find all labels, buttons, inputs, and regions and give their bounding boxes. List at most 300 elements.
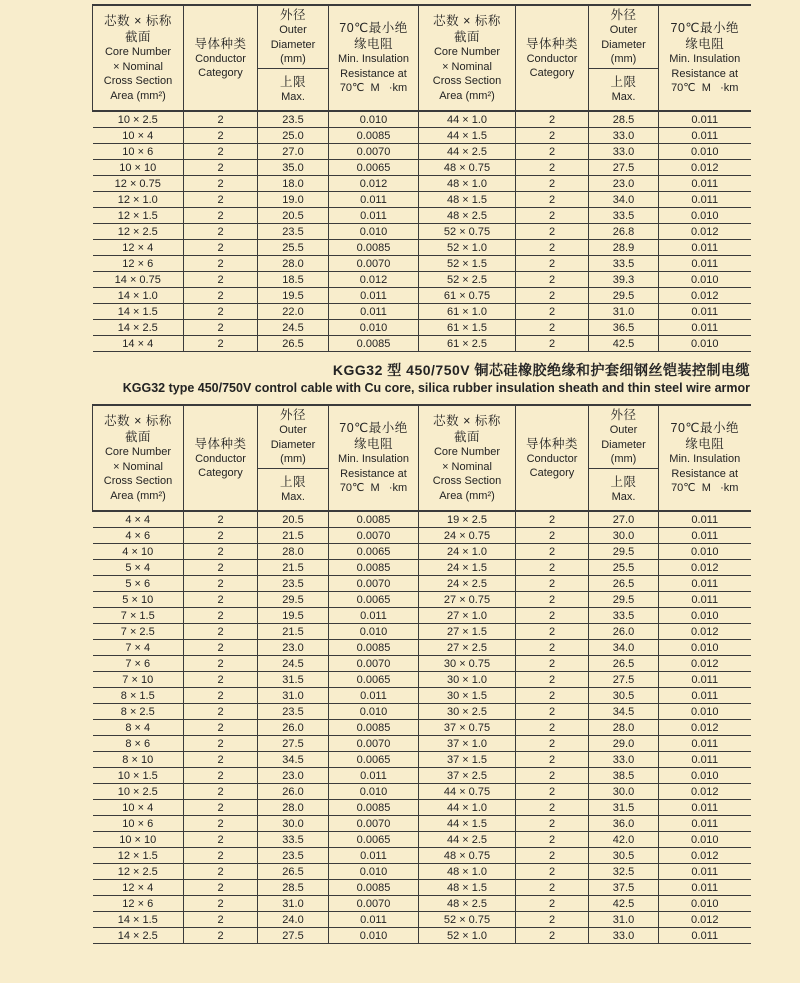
header-text: Min. Insulation [669, 53, 741, 66]
table-cell: 2 [184, 928, 258, 944]
table-cell: 10 × 2.5 [93, 784, 184, 800]
table-cell: 2 [516, 144, 589, 160]
table-cell: 8 × 6 [93, 736, 184, 752]
header-text: 缘电阻 [685, 437, 725, 452]
table-cell: 2 [184, 768, 258, 784]
table-cell: 0.0070 [329, 816, 419, 832]
table-cell: 0.012 [659, 160, 751, 176]
header-insulation-resistance-right [659, 405, 751, 511]
table-cell: 30 × 1.0 [419, 672, 516, 688]
table-cell: 0.011 [329, 688, 419, 704]
table-cell: 2 [516, 192, 589, 208]
header-text: Cross Section [103, 75, 173, 87]
table-cell: 2 [516, 544, 589, 560]
table-cell: 31.0 [589, 912, 659, 928]
header-outer-diameter-left [258, 5, 329, 111]
table-cell: 30 × 1.5 [419, 688, 516, 704]
table-cell: 27.0 [258, 144, 329, 160]
table-cell: 0.011 [659, 528, 751, 544]
table-cell: 2 [516, 640, 589, 656]
header-diameter-max [589, 69, 658, 110]
table-cell: 0.0065 [329, 832, 419, 848]
header-text: (mm) [610, 453, 637, 466]
table-cell: 2 [516, 928, 589, 944]
table-cell: 48 × 2.5 [419, 896, 516, 912]
header-text: Category [198, 67, 243, 79]
header-text: Conductor [195, 52, 246, 65]
table-cell: 0.010 [659, 704, 751, 720]
table-cell: 2 [184, 272, 258, 288]
table-cell: 26.5 [589, 656, 659, 672]
table-cell: 0.012 [659, 912, 751, 928]
table-cell: 48 × 1.0 [419, 176, 516, 192]
header-text: Diameter [270, 438, 316, 451]
table-row [93, 848, 751, 864]
table-cell: 0.010 [329, 320, 419, 336]
table-cell: 10 × 2.5 [93, 111, 184, 128]
table-cell: 2 [184, 880, 258, 896]
table-cell: 27.5 [258, 928, 329, 944]
table-cell: 5 × 6 [93, 576, 184, 592]
table-row [93, 320, 751, 336]
table-cell: 2 [516, 224, 589, 240]
table-body [93, 511, 751, 944]
table-cell: 2 [516, 576, 589, 592]
header-text: Core Number [104, 46, 172, 58]
header-text: Max. [281, 491, 305, 504]
table-cell: 30.0 [589, 528, 659, 544]
table-cell: 61 × 1.5 [419, 320, 516, 336]
header-row [93, 5, 751, 111]
header-text: Outer [279, 424, 307, 437]
table-cell: 23.0 [258, 768, 329, 784]
table-cell: 26.0 [258, 720, 329, 736]
table-cell: 30.5 [589, 848, 659, 864]
header-outer-diameter-right [589, 405, 659, 511]
table-cell: 0.012 [659, 288, 751, 304]
header-text: 外径 [279, 8, 306, 23]
table-cell: 0.010 [329, 111, 419, 128]
header-diameter-upper [258, 406, 328, 469]
table-cell: 0.0065 [329, 160, 419, 176]
table-cell: 2 [184, 224, 258, 240]
table-cell: 48 × 1.0 [419, 864, 516, 880]
table-cell: 0.011 [659, 111, 751, 128]
header-text: 芯数 × 标称 [104, 14, 172, 28]
table-cell: 0.0070 [329, 256, 419, 272]
table-cell: 0.010 [329, 224, 419, 240]
header-text: 70℃最小绝 [670, 21, 739, 36]
header-diameter-upper [589, 6, 658, 69]
header-text: 上限 [610, 75, 637, 90]
table-cell: 2 [184, 848, 258, 864]
header-text: (mm) [610, 53, 637, 66]
header-text: Min. Insulation [669, 453, 741, 466]
table-cell: 34.5 [589, 704, 659, 720]
table-cell: 27.5 [589, 672, 659, 688]
table-cell: 0.011 [659, 176, 751, 192]
header-outer-diameter-left [258, 405, 329, 511]
header-text: Diameter [601, 438, 646, 451]
table-cell: 0.011 [659, 736, 751, 752]
table-cell: 14 × 1.5 [93, 912, 184, 928]
table-cell: 0.010 [659, 144, 751, 160]
header-text: Category [529, 467, 575, 479]
header-insulation-resistance-right [659, 5, 751, 111]
table-cell: 2 [516, 864, 589, 880]
table-cell: 4 × 4 [93, 511, 184, 528]
table-cell: 0.012 [659, 656, 751, 672]
table-cell: 37 × 1.0 [419, 736, 516, 752]
header-diameter-max [258, 469, 328, 510]
table-cell: 0.0065 [329, 672, 419, 688]
table-row [93, 640, 751, 656]
table-row [93, 656, 751, 672]
spec-table-kgg [92, 4, 751, 352]
header-text: 缘电阻 [685, 37, 725, 52]
table-row [93, 256, 751, 272]
table-row [93, 704, 751, 720]
header-text: 70℃ M ·km [671, 482, 739, 495]
table-cell: 48 × 1.5 [419, 192, 516, 208]
table-cell: 26.0 [258, 784, 329, 800]
table-cell: 30 × 2.5 [419, 704, 516, 720]
table-cell: 30 × 0.75 [419, 656, 516, 672]
table-cell: 0.010 [659, 832, 751, 848]
table-row [93, 128, 751, 144]
table-cell: 23.0 [258, 640, 329, 656]
table-cell: 24 × 1.5 [419, 560, 516, 576]
header-diameter-max [589, 469, 658, 510]
table-cell: 2 [184, 192, 258, 208]
table-cell: 0.0085 [329, 720, 419, 736]
header-text: Conductor [195, 452, 246, 465]
table-cell: 52 × 1.5 [419, 256, 516, 272]
table-cell: 2 [184, 672, 258, 688]
table-cell: 26.8 [589, 224, 659, 240]
table-cell: 0.011 [659, 240, 751, 256]
table-cell: 19 × 2.5 [419, 511, 516, 528]
table-cell: 12 × 1.5 [93, 208, 184, 224]
table-cell: 33.0 [589, 928, 659, 944]
header-text: Resistance at [671, 467, 739, 480]
table-cell: 7 × 6 [93, 656, 184, 672]
table-cell: 0.0070 [329, 144, 419, 160]
table-cell: 0.012 [329, 272, 419, 288]
table-cell: 0.0085 [329, 240, 419, 256]
table-row [93, 208, 751, 224]
table-cell: 29.5 [589, 544, 659, 560]
table-cell: 23.5 [258, 224, 329, 240]
header-text: 外径 [610, 8, 637, 23]
table-cell: 26.5 [258, 336, 329, 352]
table-cell: 29.0 [589, 736, 659, 752]
table-row [93, 864, 751, 880]
table-cell: 8 × 10 [93, 752, 184, 768]
header-text: 导体种类 [525, 436, 578, 451]
table-cell: 14 × 4 [93, 336, 184, 352]
table-cell: 2 [184, 576, 258, 592]
table-cell: 0.0070 [329, 896, 419, 912]
header-diameter-upper [258, 6, 328, 69]
header-text: Resistance at [671, 67, 739, 80]
table-cell: 44 × 0.75 [419, 784, 516, 800]
table-cell: 2 [516, 656, 589, 672]
table-cell: 2 [184, 640, 258, 656]
table-cell: 37 × 0.75 [419, 720, 516, 736]
table-cell: 29.5 [258, 592, 329, 608]
table-cell: 42.0 [589, 832, 659, 848]
header-text: Area (mm²) [439, 489, 495, 502]
table-cell: 21.5 [258, 624, 329, 640]
header-text: Max. [281, 91, 305, 104]
header-text: 导体种类 [525, 36, 578, 51]
table-cell: 0.0070 [329, 656, 419, 672]
header-text: Conductor [526, 452, 578, 465]
table-cell: 2 [184, 144, 258, 160]
table-cell: 10 × 1.5 [93, 768, 184, 784]
table-row [93, 816, 751, 832]
table-cell: 2 [516, 832, 589, 848]
table-row [93, 672, 751, 688]
table-cell: 2 [184, 176, 258, 192]
table-cell: 21.5 [258, 528, 329, 544]
table-row [93, 144, 751, 160]
table-cell: 27.0 [589, 511, 659, 528]
table-cell: 2 [184, 704, 258, 720]
table-cell: 0.0085 [329, 511, 419, 528]
header-text: Category [198, 467, 243, 479]
table-row [93, 928, 751, 944]
header-text: 芯数 × 标称 [433, 414, 501, 428]
table-row [93, 560, 751, 576]
table-cell: 0.012 [329, 176, 419, 192]
table-cell: 0.011 [329, 768, 419, 784]
section-title-cn: KGG32 型 450/750V 铜芯硅橡胶绝缘和护套细钢丝铠装控制电缆 [332, 362, 750, 378]
header-text: × Nominal [113, 460, 163, 473]
table-cell: 0.011 [329, 208, 419, 224]
table-cell: 2 [516, 720, 589, 736]
table-cell: 61 × 0.75 [419, 288, 516, 304]
header-text: 外径 [279, 408, 306, 423]
table-cell: 12 × 1.5 [93, 848, 184, 864]
header-text: 上限 [279, 75, 306, 90]
table-row [93, 224, 751, 240]
table-cell: 26.5 [589, 576, 659, 592]
table-cell: 2 [516, 768, 589, 784]
header-text: × Nominal [442, 60, 492, 73]
table-cell: 2 [184, 560, 258, 576]
table-cell: 0.010 [329, 704, 419, 720]
table-cell: 18.0 [258, 176, 329, 192]
table-row [93, 288, 751, 304]
table-cell: 2 [184, 864, 258, 880]
table-cell: 10 × 10 [93, 832, 184, 848]
table-cell: 24 × 1.0 [419, 544, 516, 560]
table-cell: 27 × 1.0 [419, 608, 516, 624]
section-title-block [92, 352, 750, 404]
table-cell: 2 [516, 160, 589, 176]
table-cell: 2 [516, 208, 589, 224]
table-row [93, 752, 751, 768]
table-cell: 2 [184, 656, 258, 672]
table-cell: 0.0085 [329, 640, 419, 656]
table-cell: 0.011 [659, 816, 751, 832]
header-text: Category [529, 67, 575, 79]
table-cell: 0.010 [659, 336, 751, 352]
table-cell: 19.0 [258, 192, 329, 208]
header-diameter-upper [589, 406, 658, 469]
table-cell: 10 × 6 [93, 144, 184, 160]
table-row [93, 688, 751, 704]
table-cell: 12 × 4 [93, 240, 184, 256]
table-cell: 0.011 [659, 256, 751, 272]
table-cell: 14 × 1.5 [93, 304, 184, 320]
table-cell: 8 × 1.5 [93, 688, 184, 704]
table-cell: 2 [184, 240, 258, 256]
table-cell: 4 × 10 [93, 544, 184, 560]
header-text: × Nominal [442, 460, 492, 473]
table-cell: 0.011 [659, 672, 751, 688]
table-cell: 28.0 [589, 720, 659, 736]
header-core-number-right [419, 5, 516, 111]
table-cell: 0.012 [659, 224, 751, 240]
table-cell: 7 × 4 [93, 640, 184, 656]
table-cell: 38.5 [589, 768, 659, 784]
table-row [93, 304, 751, 320]
header-conductor-category-left [184, 5, 258, 111]
table-cell: 2 [184, 288, 258, 304]
table-cell: 52 × 0.75 [419, 224, 516, 240]
table-cell: 0.010 [659, 768, 751, 784]
table-cell: 5 × 10 [93, 592, 184, 608]
table-cell: 0.0065 [329, 752, 419, 768]
table-cell: 30.0 [258, 816, 329, 832]
table-cell: 10 × 4 [93, 128, 184, 144]
header-text: Cross Section [432, 75, 502, 87]
table-cell: 2 [184, 912, 258, 928]
table-cell: 2 [184, 128, 258, 144]
table-cell: 2 [516, 320, 589, 336]
table-cell: 2 [516, 128, 589, 144]
table-cell: 29.5 [589, 592, 659, 608]
table-cell: 33.5 [589, 608, 659, 624]
table-cell: 48 × 0.75 [419, 160, 516, 176]
table-cell: 2 [516, 272, 589, 288]
header-text: Cross Section [432, 475, 502, 487]
table-cell: 0.011 [329, 848, 419, 864]
header-text: (mm) [280, 53, 306, 66]
table-row [93, 912, 751, 928]
table-cell: 8 × 4 [93, 720, 184, 736]
table-cell: 0.011 [329, 608, 419, 624]
table-cell: 0.010 [659, 544, 751, 560]
table-cell: 2 [516, 336, 589, 352]
table-cell: 0.012 [659, 624, 751, 640]
table-cell: 2 [184, 800, 258, 816]
header-text: Min. Insulation [338, 453, 409, 466]
table-cell: 2 [184, 752, 258, 768]
table-cell: 2 [516, 304, 589, 320]
table-cell: 33.5 [589, 256, 659, 272]
header-text: Resistance at [340, 467, 407, 480]
table-cell: 48 × 1.5 [419, 880, 516, 896]
table-cell: 44 × 2.5 [419, 144, 516, 160]
table-header [93, 5, 751, 111]
table-cell: 2 [184, 208, 258, 224]
table-cell: 37 × 1.5 [419, 752, 516, 768]
table-cell: 0.011 [659, 304, 751, 320]
table-row [93, 592, 751, 608]
table-cell: 19.5 [258, 288, 329, 304]
table-cell: 23.5 [258, 111, 329, 128]
table-cell: 25.5 [589, 560, 659, 576]
table-cell: 12 × 2.5 [93, 224, 184, 240]
table-cell: 2 [516, 176, 589, 192]
header-insulation-resistance-left [329, 5, 419, 111]
table-cell: 2 [516, 240, 589, 256]
table-cell: 0.011 [659, 320, 751, 336]
table-cell: 0.010 [329, 624, 419, 640]
table-cell: 42.5 [589, 336, 659, 352]
header-text: 截面 [453, 430, 480, 444]
table-cell: 0.010 [329, 784, 419, 800]
table-cell: 24.5 [258, 320, 329, 336]
table-cell: 0.0085 [329, 336, 419, 352]
table-cell: 0.010 [659, 896, 751, 912]
table-cell: 33.0 [589, 144, 659, 160]
table-cell: 2 [516, 688, 589, 704]
header-text: Outer [279, 24, 307, 37]
header-text: 截面 [124, 30, 151, 44]
header-text: Area (mm²) [110, 89, 166, 102]
table-cell: 4 × 6 [93, 528, 184, 544]
header-text: Area (mm²) [439, 89, 495, 102]
table-cell: 2 [184, 304, 258, 320]
header-outer-diameter-right [589, 5, 659, 111]
table-cell: 0.011 [659, 928, 751, 944]
header-text: Area (mm²) [110, 489, 166, 502]
table-cell: 48 × 2.5 [419, 208, 516, 224]
table-cell: 0.011 [329, 288, 419, 304]
table-cell: 2 [184, 544, 258, 560]
header-text: 芯数 × 标称 [433, 14, 501, 28]
table-cell: 52 × 1.0 [419, 928, 516, 944]
header-text: 70℃ M ·km [339, 82, 408, 95]
table-row [93, 768, 751, 784]
header-conductor-category-left [184, 405, 258, 511]
table-cell: 2 [184, 336, 258, 352]
table-row [93, 784, 751, 800]
table-cell: 0.011 [659, 864, 751, 880]
table-cell: 2 [184, 832, 258, 848]
table-cell: 2 [516, 608, 589, 624]
table-cell: 2 [184, 624, 258, 640]
header-text: Core Number [433, 446, 501, 458]
table-cell: 23.5 [258, 704, 329, 720]
table-cell: 2 [184, 720, 258, 736]
table-cell: 0.011 [659, 688, 751, 704]
table-cell: 12 × 2.5 [93, 864, 184, 880]
header-row [93, 405, 751, 511]
table-cell: 0.011 [329, 192, 419, 208]
table-cell: 28.9 [589, 240, 659, 256]
table-cell: 2 [516, 672, 589, 688]
document-page [0, 4, 800, 983]
table-cell: 2 [184, 320, 258, 336]
table-cell: 2 [184, 736, 258, 752]
table-row [93, 336, 751, 352]
